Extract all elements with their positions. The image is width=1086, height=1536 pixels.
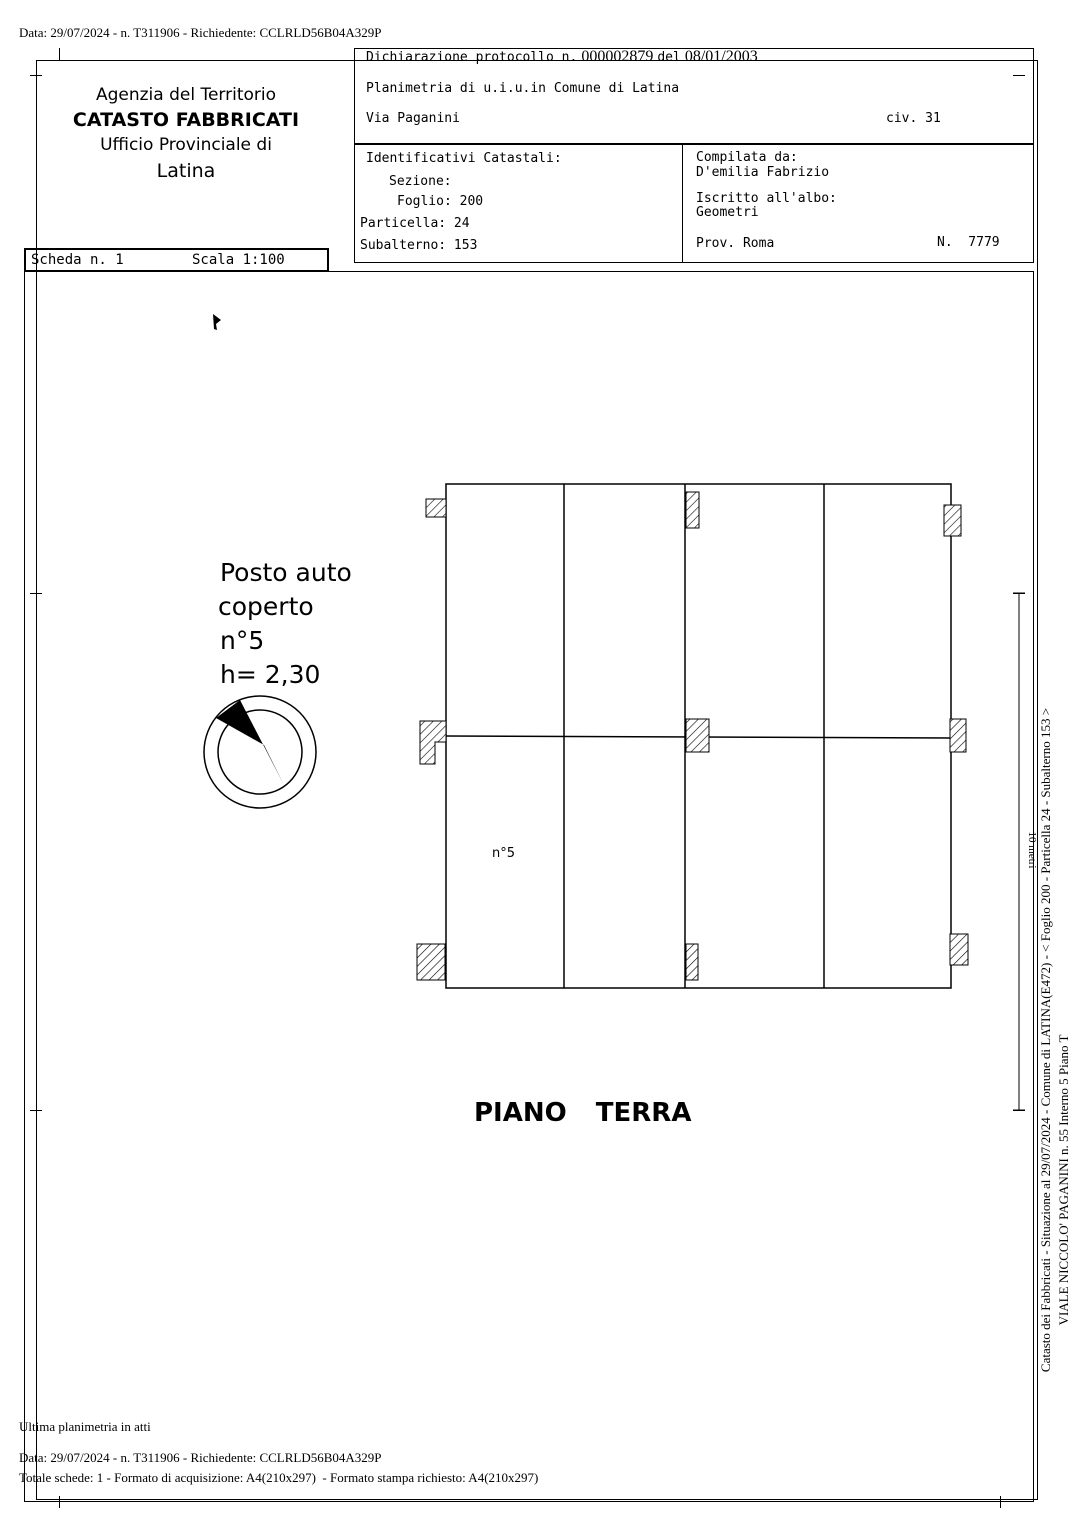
ufficio-label: Ufficio Provinciale di [100, 135, 272, 156]
albo-label: Iscritto all'albo: [696, 191, 837, 206]
protocol-number: 000002879 [581, 48, 654, 65]
planimetria-line: Planimetria di u.i.u.in Comune di Latina [366, 81, 680, 96]
compilata-title: Compilata da: [696, 150, 798, 165]
request-header: Data: 29/07/2024 - n. T311906 - Richiedente: CCLRLD56B04A329P [19, 25, 382, 40]
room-label-number: n°5 [220, 626, 265, 655]
address-street: Via Paganini [366, 111, 460, 126]
foglio: Foglio: 200 [397, 194, 484, 209]
scale-bar [1013, 593, 1025, 1110]
pillar [426, 499, 446, 517]
floor-title-terra: TERRA [595, 1098, 692, 1128]
pillar [686, 719, 709, 752]
stray-mark [213, 314, 221, 330]
footer-data-line: Data: 29/07/2024 - n. T311906 - Richiedente: CCLRLD56B04A329P [19, 1450, 382, 1465]
city-name: Latina [156, 159, 216, 182]
room-label [220, 556, 352, 692]
province: Prov. Roma [696, 236, 775, 251]
albo-number: N. 7779 [937, 235, 1000, 250]
pillar [944, 505, 961, 536]
particella: Particella: 24 [360, 216, 470, 231]
pillar [686, 492, 699, 528]
ultima-planimetria: Ultima planimetria in atti [19, 1419, 151, 1434]
pillar [950, 934, 968, 965]
side-address-text: VIALE NICCOLO' PAGANINI n. 55 Interno 5 Piano T [1056, 1034, 1071, 1326]
room-label-line: Posto auto [220, 558, 352, 587]
compiler-name: D'emilia Fabrizio [696, 165, 830, 180]
floor-title-piano: PIANO [474, 1098, 567, 1128]
catasto-title: CATASTO FABBRICATI [72, 109, 300, 132]
scale-bar-label: 10 metri [1026, 831, 1038, 869]
albo-value: Geometri [696, 205, 759, 220]
slot-number: n°5 [492, 846, 516, 861]
sezione: Sezione: [389, 174, 452, 189]
footer-totale: Totale schede: 1 - Formato di acquisizione: A4(210x297) - Formato stampa richiesto: A4(210x297) [19, 1470, 539, 1485]
north-arrow-icon [204, 696, 316, 808]
scheda-number: Scheda n. 1 [31, 252, 124, 268]
identificativi-title: Identificativi Catastali: [366, 151, 562, 166]
agency-name: Agenzia del Territorio [95, 85, 277, 105]
scala: Scala 1:100 [192, 252, 285, 268]
room-height: h= 2,30 [220, 660, 321, 689]
pillar [686, 944, 698, 980]
pillar [417, 944, 445, 980]
subalterno: Subalterno: 153 [360, 238, 478, 253]
del-label: del [657, 50, 681, 65]
declaration-label: Dichiarazione protocollo n. [366, 50, 578, 65]
pillar [950, 719, 966, 752]
side-catasto-text: Catasto dei Fabbricati - Situazione al 29/07/2024 - Comune di LATINA(E472) - < Foglio 200 - Particella 24 - Subalterno 153 > [1038, 707, 1053, 1373]
declaration-date: 08/01/2003 [684, 48, 758, 65]
pillar [420, 721, 446, 764]
room-label-line: coperto [218, 592, 314, 621]
floor-title [474, 1098, 691, 1128]
address-civ: civ. 31 [886, 111, 941, 126]
